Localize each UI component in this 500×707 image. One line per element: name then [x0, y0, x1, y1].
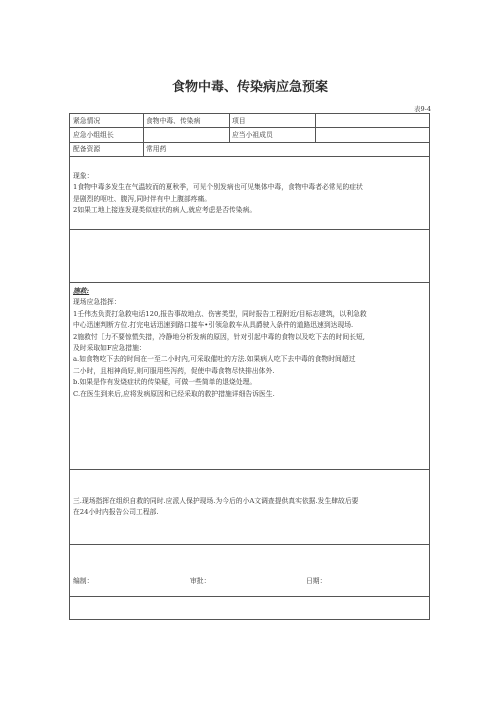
phenomenon-heading: 现象： — [73, 172, 94, 180]
page-title: 食物中毒、传染病应急预案 — [171, 80, 328, 95]
table-number: 表9-4 — [414, 105, 431, 113]
phenomenon-section — [73, 171, 426, 217]
plan-form-table — [69, 113, 430, 620]
measures-line: 二小时，且相神尚好,则可服用些泻药，促使中毒食物尽快排出体外. — [73, 366, 275, 375]
measures-line: 1壬伟杰负责打急救电话120,报告事故地点、伤害类型，同时报告工程附近/目标志建筑，以利急救 — [73, 309, 367, 318]
measures-heading: 施救: — [73, 287, 90, 295]
team-leader-label: 应急小组组长 — [73, 131, 114, 139]
phenomenon-line: 2如果工地上接连发现类似症状的病人,就应考虑是否传染病。 — [73, 206, 257, 215]
measures-line: 2施救忖［力不要惊慌失措，冷静地分析发病的原因，针对引起中毒的食物以及吃下去的时间长短, — [73, 332, 365, 341]
resources-label: 配备资源 — [73, 145, 101, 153]
site-protection-section — [73, 496, 426, 519]
measures-line: a.如食物吃下去的时间在一至二小时内,可采取催吐的方法.如果病人吃下去中毒的食物时间超过 — [73, 355, 356, 364]
site-protection-line: 在24小时内报告公司工程部. — [73, 508, 159, 517]
approver-label: 审批： — [190, 577, 211, 585]
date-label: 日期： — [306, 577, 327, 585]
measures-section — [73, 286, 426, 400]
measures-subheading: 现场应急指挥： — [73, 298, 121, 307]
measures-line: b.如果是作有发烧症状的传染疑，可做一些简单的退烧处理。 — [73, 378, 257, 387]
measures-line: 中心迅速判断方位.打完电话迅速到路口接车•引领急救车从具爵驶入条件的道路迅速到达现场. — [73, 321, 354, 330]
editor-label: 编制： — [73, 577, 94, 585]
phenomenon-line: 是剧烈的呕吐、腹泻,同时伴有中上腹部疼痛。 — [73, 194, 212, 203]
emergency-value: 食物中毒、传染病 — [146, 117, 201, 125]
phenomenon-line: 1食物中毒多发生在气温较而的夏秋季，可见个别发病也可见集体中毒，食物中毒者必常见的症状 — [73, 183, 363, 192]
site-protection-line: 三.现场指挥在组织自救的同时.应派人保护现场.为今后的小A文调查提供真实依据.发生肆故后要 — [73, 497, 359, 505]
emergency-label: 紧急情况 — [73, 117, 101, 125]
measures-line: C.在医生到来后,应将发病原因和已经采取的救护措施详细告诉医生. — [73, 389, 275, 398]
resources-value: 常用药 — [146, 145, 167, 153]
measures-line: 及时采取如F应急措施： — [73, 344, 146, 353]
team-members-label: 应当小祖成员 — [232, 131, 273, 139]
project-label: 项目 — [232, 117, 246, 125]
